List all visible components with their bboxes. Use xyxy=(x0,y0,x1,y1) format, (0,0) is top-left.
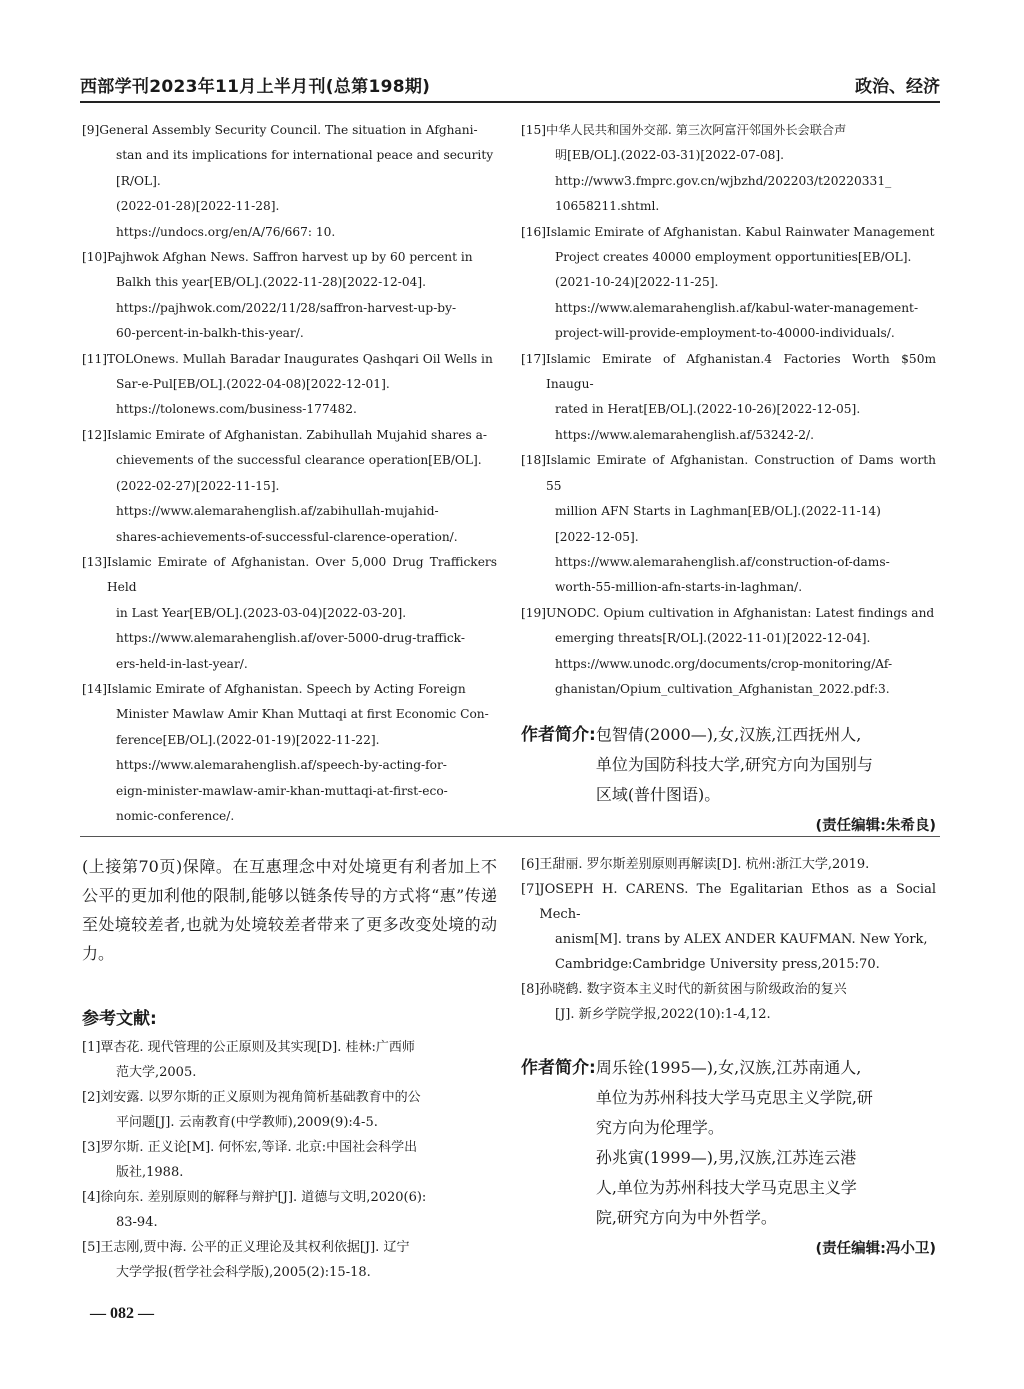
reference-text: 明[EB/OL].(2022-03-31)[2022-07-08]. xyxy=(555,148,785,163)
reference-text: Cambridge:Cambridge University press,2015:70. xyxy=(555,957,880,972)
reference-entry xyxy=(82,347,497,423)
reference-number: [12] xyxy=(82,427,108,442)
reference-number: [17] xyxy=(521,351,547,366)
article-tail xyxy=(82,852,497,1285)
bio-label: 作者简介: xyxy=(521,725,596,746)
reference-entry xyxy=(521,601,936,703)
reference-text: 10658211.shtml. xyxy=(555,199,660,214)
reference-text: 王甜丽. 罗尔斯差别原则再解读[D]. 杭州:浙江大学,2019. xyxy=(539,857,870,872)
reference-entry xyxy=(82,423,497,550)
reference-entry xyxy=(82,118,497,245)
reference-entry xyxy=(521,220,936,347)
reference-text: 王志刚,贾中海. 公平的正义理论及其权利依据[J]. 辽宁 xyxy=(100,1240,410,1255)
reference-text: 罗尔斯. 正义论[M]. 何怀宏,等译. 北京:中国社会科学出 xyxy=(100,1140,418,1155)
reference-text: [J]. 新乡学院学报,2022(10):1-4,12. xyxy=(555,1007,771,1022)
responsible-editor: (责任编辑:朱希良) xyxy=(815,818,936,835)
reference-entry xyxy=(521,852,936,877)
reference-number: [18] xyxy=(521,453,547,468)
reference-number: [19] xyxy=(521,605,547,620)
reference-entry xyxy=(82,245,497,347)
reference-text: Islamic Emirate of Afghanistan. Kabul Rainwater Management xyxy=(546,224,935,239)
bio-line: 区域(普什图语)。 xyxy=(595,785,721,805)
reference-entry xyxy=(82,1085,497,1135)
reference-number: [16] xyxy=(521,224,547,239)
reference-text: Pajhwok Afghan News. Saffron harvest up by 60 percent in xyxy=(107,250,473,265)
reference-entry xyxy=(82,1235,497,1285)
section-divider xyxy=(80,836,940,837)
reference-number: [11] xyxy=(82,351,108,366)
reference-text: https://pajhwok.com/2022/11/28/saffron-harvest-up-by- xyxy=(116,300,457,315)
reference-text: ference[EB/OL].(2022-01-19)[2022-11-22]. xyxy=(116,732,380,747)
reference-text: Islamic Emirate of Afghanistan.4 Factories Worth $50m Inaugu- xyxy=(546,351,936,392)
reference-text: rated in Herat[EB/OL].(2022-10-26)[2022-12-05]. xyxy=(555,402,861,417)
reference-number: [3] xyxy=(82,1140,101,1155)
bio-line: 周乐铨(1995—),女,汉族,江苏南通人, xyxy=(595,1058,862,1077)
reference-number: [7] xyxy=(521,882,540,897)
reference-text: Islamic Emirate of Afghanistan. Construction of Dams worth 55 xyxy=(546,453,936,493)
reference-entry xyxy=(521,347,936,449)
reference-text: [R/OL]. xyxy=(116,173,161,188)
reference-text: [2022-12-05]. xyxy=(555,529,639,544)
journal-title: 西部学刊2023年11月上半月刊(总第198期) xyxy=(80,77,431,97)
author-bio-2 xyxy=(521,1053,936,1233)
reference-text: (2021-10-24)[2022-11-25]. xyxy=(555,275,719,290)
reference-text: worth-55-million-afn-starts-in-laghman/. xyxy=(555,580,803,595)
reference-text: 中华人民共和国外交部. 第三次阿富汗邻国外长会联合声 xyxy=(546,123,847,137)
reference-entry xyxy=(82,1035,497,1085)
reference-text: Project creates 40000 employment opportunities[EB/OL]. xyxy=(555,250,912,265)
reference-text: ghanistan/Opium_cultivation_Afghanistan_2022.pdf:3. xyxy=(555,681,890,696)
references-top-left xyxy=(82,118,497,829)
reference-text: 刘安露. 以罗尔斯的正义原则为视角简析基础教育中的公 xyxy=(100,1090,421,1105)
reference-number: [10] xyxy=(82,250,108,265)
reference-text: 60-percent-in-balkh-this-year/. xyxy=(116,326,304,341)
bio-line: 究方向为伦理学。 xyxy=(595,1118,724,1137)
reference-text: 徐向东. 差别原则的解释与辩护[J]. 道德与文明,2020(6): xyxy=(100,1190,427,1205)
reference-number: [1] xyxy=(82,1040,101,1055)
reference-text: TOLOnews. Mullah Baradar Inaugurates Qashqari Oil Wells in xyxy=(107,351,493,366)
reference-text: Islamic Emirate of Afghanistan. Over 5,000 Drug Traffickers Held xyxy=(107,554,497,595)
reference-text: Sar-e-Pul[EB/OL].(2022-04-08)[2022-12-01]. xyxy=(116,377,390,392)
reference-entry xyxy=(521,448,936,600)
reference-entry xyxy=(82,1135,497,1185)
reference-text: UNODC. Opium cultivation in Afghanistan: Latest findings and xyxy=(546,605,935,620)
reference-text: emerging threats[R/OL].(2022-11-01)[2022-12-04]. xyxy=(555,631,871,646)
section-label: 政治、经济 xyxy=(855,77,940,97)
reference-entry xyxy=(82,677,497,829)
references-heading: 参考文献: xyxy=(82,1009,157,1029)
references-top-right xyxy=(521,118,936,835)
reference-entry xyxy=(82,1185,497,1235)
continued-paragraph: (上接第70页)保障。在互惠理念中对处境更有利者加上不公平的更加利他的限制,能够以链条传导的方式将“惠”传递至处境较差者,也就为处境较差者带来了更多改变处境的动力。 xyxy=(82,857,497,963)
running-header xyxy=(80,68,940,100)
reference-text: in Last Year[EB/OL].(2023-03-04)[2022-03-20]. xyxy=(116,605,407,620)
reference-text: http://www3.fmprc.gov.cn/wjbzhd/202203/t20220331_ xyxy=(555,173,892,188)
reference-number: [8] xyxy=(521,982,540,997)
reference-text: https://www.alemarahenglish.af/construction-of-dams- xyxy=(555,554,890,569)
reference-text: 平问题[J]. 云南教育(中学教师),2009(9):4-5. xyxy=(116,1115,378,1130)
reference-text: 范大学,2005. xyxy=(116,1065,197,1080)
reference-text: https://www.alemarahenglish.af/kabul-water-management- xyxy=(555,300,919,315)
reference-text: https://www.alemarahenglish.af/zabihullah-mujahid- xyxy=(116,504,439,519)
reference-text: 孙晓鹤. 数字资本主义时代的新贫困与阶级政治的复兴 xyxy=(539,982,847,997)
bio-line: 单位为国防科技大学,研究方向为国别与 xyxy=(595,755,873,775)
reference-text: https://undocs.org/en/A/76/667: 10. xyxy=(116,224,336,239)
page-number: — 082 — xyxy=(90,1305,154,1322)
reference-entry xyxy=(521,118,936,220)
reference-text: Islamic Emirate of Afghanistan. Zabihullah Mujahid shares a- xyxy=(107,427,487,442)
bio-line: 孙兆寅(1999—),男,汉族,江苏连云港 xyxy=(595,1148,857,1167)
reference-number: [13] xyxy=(82,554,108,569)
reference-number: [6] xyxy=(521,857,540,872)
reference-text: million AFN Starts in Laghman[EB/OL].(2022-11-14) xyxy=(555,504,881,519)
bio-label: 作者简介: xyxy=(521,1058,596,1078)
reference-text: nomic-conference/. xyxy=(116,808,235,823)
header-rule xyxy=(80,101,940,103)
reference-entry xyxy=(521,877,936,977)
reference-entry xyxy=(521,977,936,1027)
reference-text: 覃杏花. 现代管理的公正原则及其实现[D]. 桂林:广西师 xyxy=(100,1040,415,1055)
references-bottom-right xyxy=(521,852,936,1258)
reference-text: 大学学报(哲学社会科学版),2005(2):15-18. xyxy=(116,1265,371,1280)
reference-number: [14] xyxy=(82,681,108,696)
reference-text: Islamic Emirate of Afghanistan. Speech by Acting Foreign xyxy=(107,681,466,696)
reference-text: project-will-provide-employment-to-40000-individuals/. xyxy=(555,326,895,341)
reference-number: [9] xyxy=(82,123,100,137)
reference-text: General Assembly Security Council. The situation in Afghani- xyxy=(99,123,478,137)
reference-number: [4] xyxy=(82,1190,101,1205)
reference-text: shares-achievements-of-successful-clarence-operation/. xyxy=(116,529,458,544)
reference-text: 版社,1988. xyxy=(116,1165,184,1180)
reference-text: https://www.unodc.org/documents/crop-monitoring/Af- xyxy=(555,656,893,671)
reference-text: (2022-02-27)[2022-11-15]. xyxy=(116,478,280,493)
reference-text: https://www.alemarahenglish.af/over-5000-drug-traffick- xyxy=(116,631,465,646)
responsible-editor: (责任编辑:冯小卫) xyxy=(815,1241,936,1257)
reference-number: [2] xyxy=(82,1090,101,1105)
reference-text: https://www.alemarahenglish.af/53242-2/. xyxy=(555,427,815,442)
reference-entry xyxy=(82,550,497,677)
reference-text: Minister Mawlaw Amir Khan Muttaqi at first Economic Con- xyxy=(116,707,489,722)
bio-line: 单位为苏州科技大学马克思主义学院,研 xyxy=(595,1088,873,1107)
bio-text xyxy=(596,720,936,810)
reference-text: Balkh this year[EB/OL].(2022-11-28)[2022-12-04]. xyxy=(116,275,427,290)
bio-line: 包智倩(2000—),女,汉族,江西抚州人, xyxy=(595,725,862,745)
reference-text: 83-94. xyxy=(116,1215,158,1230)
reference-text: ers-held-in-last-year/. xyxy=(116,656,248,671)
reference-text: https://tolonews.com/business-177482. xyxy=(116,402,357,417)
bio-line: 人,单位为苏州科技大学马克思主义学 xyxy=(595,1178,857,1197)
reference-text: JOSEPH H. CARENS. The Egalitarian Ethos as a Social Mech- xyxy=(539,882,936,922)
reference-number: [5] xyxy=(82,1240,101,1255)
reference-text: https://www.alemarahenglish.af/speech-by-acting-for- xyxy=(116,758,447,773)
reference-number: [15] xyxy=(521,123,547,137)
bio-line: 院,研究方向为中外哲学。 xyxy=(595,1208,777,1227)
reference-text: (2022-01-28)[2022-11-28]. xyxy=(116,199,280,214)
reference-text: eign-minister-mawlaw-amir-khan-muttaqi-at-first-eco- xyxy=(116,783,448,798)
reference-text: chievements of the successful clearance operation[EB/OL]. xyxy=(116,453,482,468)
author-bio-1 xyxy=(521,720,936,810)
reference-text: stan and its implications for international peace and security xyxy=(116,148,494,163)
bio-text xyxy=(596,1053,936,1233)
reference-text: anism[M]. trans by ALEX ANDER KAUFMAN. New York, xyxy=(555,932,928,947)
